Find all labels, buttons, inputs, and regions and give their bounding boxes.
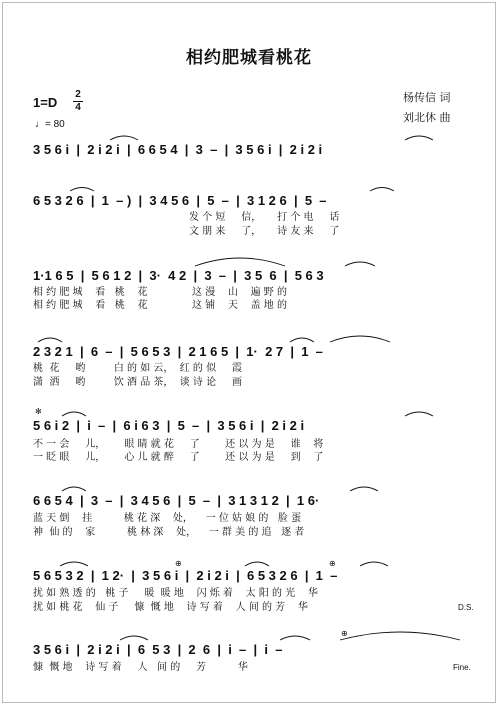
score-sheet xyxy=(2,2,496,703)
notation-row: 6 5 3 2 6 | 1 – ) | 3 4 5 6 | 5 – | 3 1 2 6 | 5 – xyxy=(33,193,327,208)
notation-row: 5 6 i 2 | i – | 6 i 6 3 | 5 – | 3 5 6 i | 2 i 2 i xyxy=(33,418,305,433)
notation-row: 1·1 6 5 | 5 6 1 2 | 3· 4 2 | 3 – | 3 5 6 | 5 6 3 xyxy=(33,268,324,283)
key-signature: 1=D xyxy=(33,95,58,110)
time-signature-top: 2 xyxy=(75,89,81,100)
lyrics-line: 桃 花 哟 白 的 如 云， 红 的 似 霞 xyxy=(33,363,243,374)
lyrics-line: 不 一 会 儿， 眼 睛 就 花 了 还 以 为 是 谁 将 xyxy=(33,439,324,450)
coda-mark: ⊕ xyxy=(341,629,348,638)
tempo-marking: ♩= 80 xyxy=(35,119,65,130)
notation-row: 2 3 2 1 | 6 – | 5 6 5 3 | 2 1 6 5 | 1· 2 7 | 1 – xyxy=(33,344,323,359)
song-title: 相约肥城看桃花 xyxy=(186,48,312,68)
dal-segno-mark: D.S. xyxy=(458,603,474,612)
lyrics-line: 一 眨 眼 儿， 心 儿 就 醉 了 还 以 为 是 到 了 xyxy=(33,452,324,463)
time-signature-bottom: 4 xyxy=(75,102,81,113)
lyrics-line: 神 仙 的 家 桃 林 深 处， 一 群 美 的 追 逐 者 xyxy=(33,527,305,538)
notation-row: 3 5 6 i | 2 i 2 i | 6 6 5 4 | 3 – | 3 5 6 i | 2 i 2 i xyxy=(33,142,323,157)
time-signature xyxy=(73,90,83,113)
lyrics-line: 相 约 肥 城 看 桃 花 这 铺 天 盖 地 的 xyxy=(33,300,287,311)
coda-mark: ⊕ xyxy=(175,559,182,568)
lyricist-credit: 杨传信 词 xyxy=(403,91,451,104)
notation-row: 3 5 6 i | 2 i 2 i | 6 5 3 | 2 6 | i – | i – xyxy=(33,642,283,657)
lyrics-line: 潇 洒 哟 饮 酒 品 茶， 谈 诗 论 画 xyxy=(33,377,243,388)
composer-credit: 刘北休 曲 xyxy=(403,111,451,124)
coda-mark: ⊕ xyxy=(329,559,336,568)
notation-row: 5 6 5 3 2 | 1 2· | 3 5 6 i | 2 i 2 i | 6 5 3 2 6 | 1 – xyxy=(33,568,338,583)
lyrics-line: 扰 如 桃 花 仙 子 慷 慨 地 诗 写 着 人 间 的 芳 华 xyxy=(33,602,308,613)
lyrics-line: 慷 慨 地 诗 写 着 人 间 的 芳 华 xyxy=(33,662,248,673)
lyrics-line: 扰 如 熟 透 的 桃 子 暖 暖 地 闪 烁 着 太 阳 的 光 华 xyxy=(33,588,318,599)
segno-mark: ✻ xyxy=(35,407,42,416)
lyrics-line: 相 约 肥 城 看 桃 花 这 漫 山 遍 野 的 xyxy=(33,287,287,298)
fine-mark: Fine. xyxy=(453,663,471,672)
lyrics-line: 发 个 短 信， 打 个 电 话 xyxy=(189,212,340,223)
notation-row: 6 6 5 4 | 3 – | 3 4 5 6 | 5 – | 3 1 3 1 2 | 1 6· xyxy=(33,493,320,508)
lyrics-line: 蓝 天 倒 挂 桃 花 深 处， 一 位 姑 娘 的 脸 蛋 xyxy=(33,513,302,524)
lyrics-line: 文 朋 来 了， 诗 友 来 了 xyxy=(189,226,340,237)
